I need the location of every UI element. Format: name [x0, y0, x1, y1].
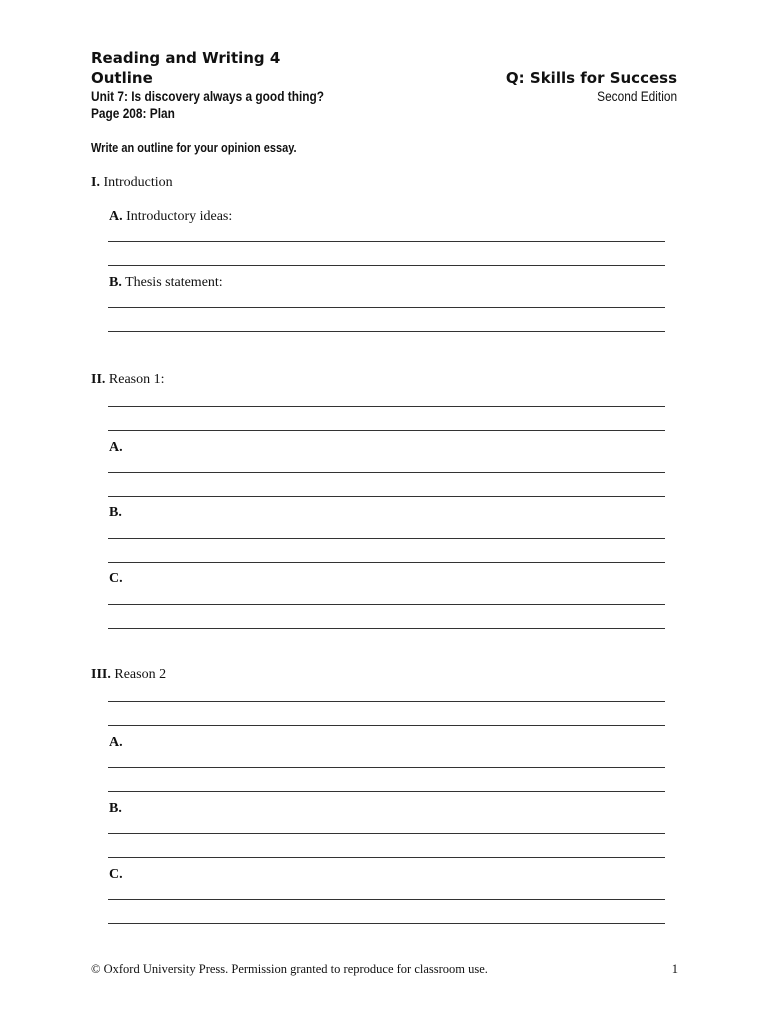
section-label: Introduction — [103, 175, 173, 190]
writing-line[interactable] — [108, 791, 665, 792]
section-numeral: III. — [91, 667, 111, 682]
header-left — [91, 48, 356, 122]
writing-line[interactable] — [108, 899, 665, 900]
subsection-letter: A. — [109, 209, 123, 224]
subsection-letter: A. — [109, 735, 123, 750]
subsection-introductory-ideas — [109, 209, 232, 225]
writing-line[interactable] — [108, 307, 665, 308]
subsection-letter: B. — [109, 801, 122, 816]
subsection-thesis-statement — [109, 275, 223, 291]
section-numeral: I. — [91, 175, 100, 190]
writing-line[interactable] — [108, 496, 665, 497]
page-reference: Page 208: Plan — [91, 106, 175, 121]
subsection-a — [109, 735, 123, 751]
section-reason-1-heading — [91, 372, 165, 388]
writing-line[interactable] — [108, 628, 665, 629]
edition-label: Second Edition — [597, 89, 677, 104]
copyright-notice: © Oxford University Press. Permission granted to reproduce for classroom use. — [91, 962, 488, 976]
writing-line[interactable] — [108, 923, 665, 924]
writing-line[interactable] — [108, 331, 665, 332]
subsection-c — [109, 571, 123, 587]
subsection-letter: C. — [109, 571, 123, 586]
section-label: Reason 2 — [114, 667, 167, 682]
writing-line[interactable] — [108, 833, 665, 834]
writing-line[interactable] — [108, 701, 665, 702]
course-title: Reading and Writing 4 — [91, 49, 281, 67]
writing-line[interactable] — [108, 725, 665, 726]
writing-line[interactable] — [108, 562, 665, 563]
writing-line[interactable] — [108, 767, 665, 768]
subsection-label: Introductory ideas: — [126, 209, 233, 224]
writing-line[interactable] — [108, 265, 665, 266]
unit-title: Unit 7: Is discovery always a good thing? — [91, 89, 325, 104]
subsection-c — [109, 867, 123, 883]
subsection-a — [109, 440, 123, 456]
subsection-letter: A. — [109, 440, 123, 455]
document-type: Outline — [91, 69, 153, 87]
writing-line[interactable] — [108, 406, 665, 407]
writing-line[interactable] — [108, 241, 665, 242]
writing-line[interactable] — [108, 472, 665, 473]
writing-line[interactable] — [108, 538, 665, 539]
subsection-b — [109, 801, 122, 817]
page-number: 1 — [671, 962, 678, 976]
instructions: Write an outline for your opinion essay. — [91, 141, 297, 155]
section-label: Reason 1: — [108, 372, 165, 387]
subsection-letter: B. — [109, 505, 122, 520]
header-right — [506, 68, 677, 105]
writing-line[interactable] — [108, 604, 665, 605]
subsection-label: Thesis statement: — [125, 275, 223, 290]
subsection-letter: B. — [109, 275, 122, 290]
writing-line[interactable] — [108, 430, 665, 431]
subsection-letter: C. — [109, 867, 123, 882]
section-introduction-heading — [91, 175, 173, 191]
subsection-b — [109, 505, 122, 521]
writing-line[interactable] — [108, 857, 665, 858]
series-title: Q: Skills for Success — [505, 69, 677, 87]
section-numeral: II. — [91, 372, 106, 387]
section-reason-2-heading — [91, 667, 166, 683]
